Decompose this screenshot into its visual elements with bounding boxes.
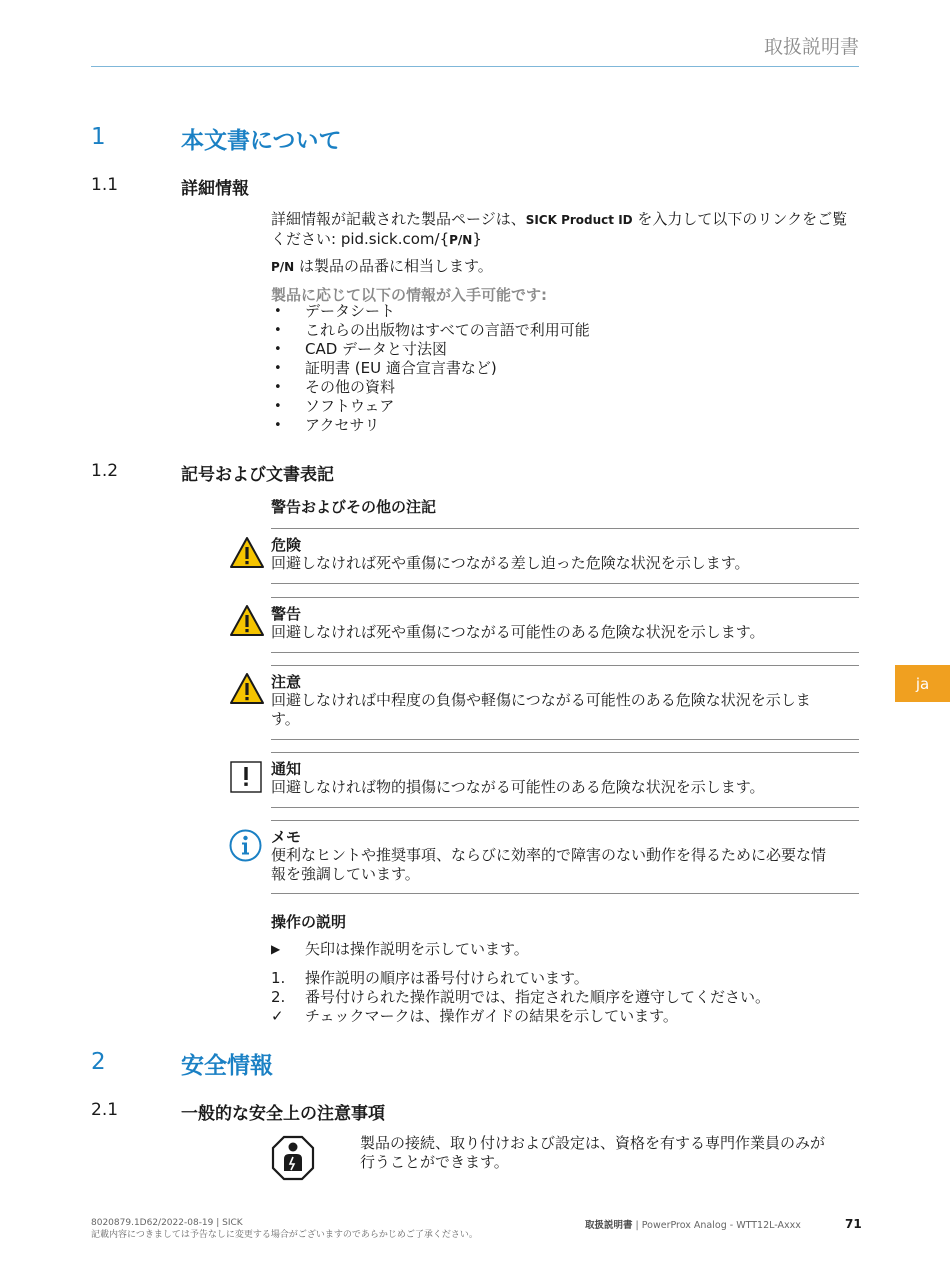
notice-rule-top [271, 528, 859, 529]
warning-triangle-icon [229, 672, 265, 709]
footer-disclaimer: 記載内容につきましては予告なしに変更する場合がございますのであらかじめご了承ください。 [91, 1230, 478, 1240]
info-circle-icon [229, 829, 262, 866]
warning-triangle-icon [229, 536, 265, 573]
arrow-instruction [271, 940, 529, 959]
notice-caution [271, 665, 859, 743]
notice-title: 警告 [271, 605, 302, 623]
list-item [271, 969, 770, 988]
notice-rule-bottom [271, 807, 859, 808]
operations-heading: 操作の説明 [271, 913, 347, 931]
exclamation-box-icon [230, 761, 262, 797]
section-1-2-number: 1.2 [91, 461, 119, 481]
list-item: • 証明書 (EU 適合宣言書など) [271, 359, 590, 378]
header-rule [91, 66, 859, 67]
section-1-title: 本文書について [181, 128, 342, 154]
arrow-marker-icon: ▶ [271, 942, 281, 956]
available-info-label: 製品に応じて以下の情報が入手可能です: [271, 286, 548, 304]
language-tab: ja [895, 665, 950, 702]
list-item: • ソフトウェア [271, 397, 590, 416]
notice-rule-bottom [271, 893, 859, 894]
notice-memo [271, 820, 859, 898]
safety-text-line: 行うことができます。 [360, 1153, 509, 1171]
steps-list [271, 969, 770, 1026]
qualified-personnel-icon [271, 1135, 315, 1185]
notice-text [271, 691, 859, 729]
list-item: • CAD データと寸法図 [271, 340, 590, 359]
notice-warning [271, 597, 859, 655]
section-1-number: 1 [91, 124, 106, 150]
list-item [271, 1007, 770, 1026]
footer-doc-id: 8020879.1D62/2022-08-19 | SICK [91, 1218, 243, 1228]
safety-paragraph [360, 1134, 860, 1172]
step-marker: 1. [271, 969, 286, 987]
list-item: • アクセサリ [271, 416, 590, 435]
list-item [271, 988, 770, 1007]
warnings-heading: 警告およびその他の注記 [271, 498, 437, 516]
notice-title: メモ [271, 828, 302, 846]
step-text: 操作説明の順序は番号付けられています。 [305, 969, 589, 987]
section-2-title: 安全情報 [181, 1053, 273, 1079]
pn-paragraph-text: は製品の品番に相当します。 [294, 257, 493, 275]
footer-left [91, 1217, 478, 1241]
notice-text-line: 回避しなければ中程度の負傷や軽傷につながる可能性のある危険な状況を示しま [271, 691, 811, 709]
notice-rule-bottom [271, 652, 859, 653]
footer-product: | PowerProx Analog - WTT12L-Axxx [632, 1220, 801, 1231]
section-1-1-number: 1.1 [91, 175, 119, 195]
detail-link-end: } [472, 230, 482, 248]
header-title: 取扱説明書 [763, 36, 859, 58]
warning-triangle-icon [229, 604, 265, 641]
detail-text-a: 詳細情報が記載された製品ページは、 [271, 210, 526, 228]
check-marker: ✓ [271, 1007, 284, 1025]
notice-title: 注意 [271, 673, 302, 691]
step-marker: 2. [271, 988, 286, 1006]
pn-term-2: P/N [271, 260, 295, 274]
section-2-number: 2 [91, 1049, 106, 1075]
notice-rule-bottom [271, 583, 859, 584]
section-1-1-title: 詳細情報 [181, 179, 249, 199]
section-2-1-title: 一般的な安全上の注意事項 [181, 1104, 385, 1124]
notice-text: 回避しなければ物的損傷につながる可能性のある危険な状況を示します。 [271, 778, 765, 796]
info-list [271, 302, 590, 435]
step-text: チェックマークは、操作ガイドの結果を示しています。 [305, 1007, 678, 1025]
notice-danger [271, 528, 859, 586]
notice-notice [271, 752, 859, 810]
detail-text-c: を入力して以下のリンクをご覧 [632, 210, 848, 228]
notice-text: 回避しなければ死や重傷につながる可能性のある危険な状況を示します。 [271, 623, 765, 641]
notice-text-line: 便利なヒントや推奨事項、ならびに効率的で障害のない動作を得るために必要な情 [271, 846, 827, 864]
notice-rule-top [271, 752, 859, 753]
pn-term: P/N [449, 233, 473, 247]
list-item: • その他の資料 [271, 378, 590, 397]
notice-text-line: 報を強調しています。 [271, 865, 420, 883]
list-item: • データシート [271, 302, 590, 321]
step-text: 番号付けられた操作説明では、指定された順序を遵守してください。 [305, 988, 771, 1006]
notice-title: 通知 [271, 760, 302, 778]
notice-text-line: す。 [271, 710, 300, 728]
section-1-2-title: 記号および文書表記 [181, 465, 334, 485]
notice-title: 危険 [271, 536, 302, 554]
notice-rule-top [271, 820, 859, 821]
notice-rule-bottom [271, 739, 859, 740]
detail-paragraph [271, 210, 861, 250]
footer-right [585, 1217, 801, 1231]
detail-link-text: ください: pid.sick.com/{ [271, 230, 450, 248]
arrow-text: 矢印は操作説明を示しています。 [305, 940, 529, 958]
footer-doc-type: 取扱説明書 [585, 1220, 633, 1231]
notice-rule-top [271, 597, 859, 598]
notice-text [271, 846, 859, 884]
safety-text-line: 製品の接続、取り付けおよび設定は、資格を有する専門作業員のみが [360, 1134, 826, 1152]
notice-rule-top [271, 665, 859, 666]
product-id-term: SICK Product ID [525, 213, 633, 227]
section-2-1-number: 2.1 [91, 1100, 119, 1120]
notice-text: 回避しなければ死や重傷につながる差し迫った危険な状況を示します。 [271, 554, 750, 572]
page-number: 71 [845, 1217, 862, 1231]
list-item: • これらの出版物はすべての言語で利用可能 [271, 321, 590, 340]
pn-paragraph [271, 257, 493, 277]
